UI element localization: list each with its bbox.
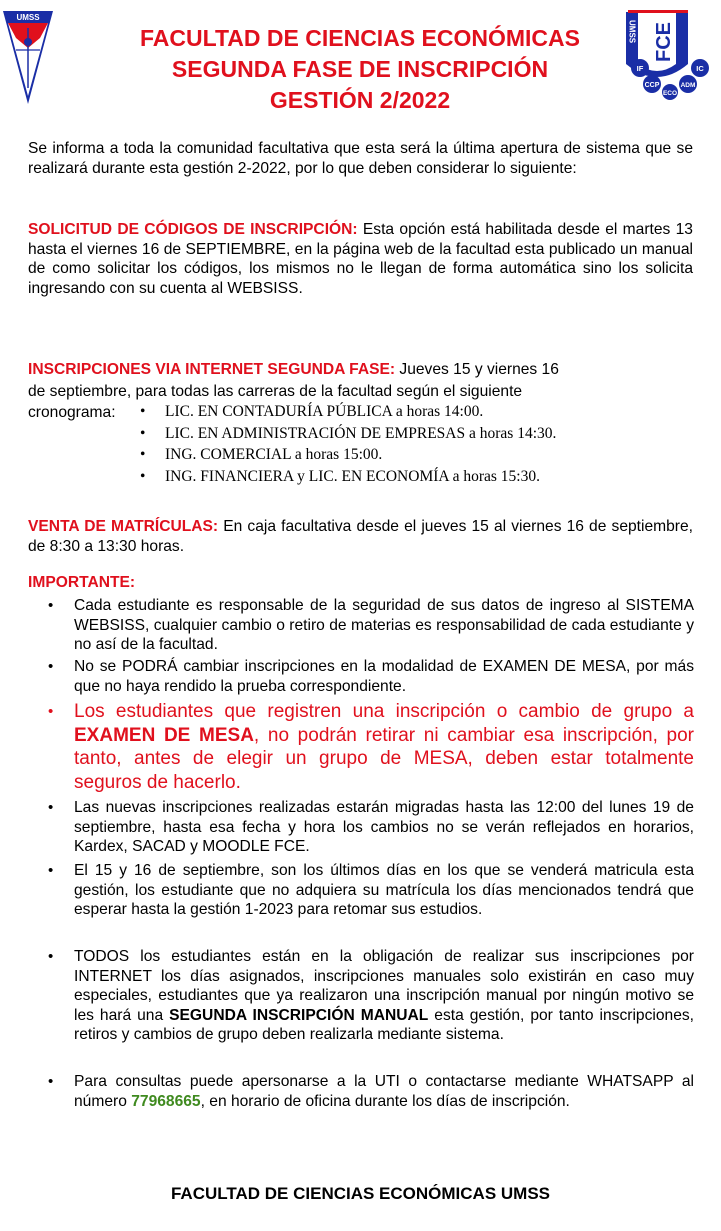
codigos-section <box>28 220 693 298</box>
venta-section <box>28 517 693 556</box>
venta-text: En caja facultativa desde el jueves 15 al viernes 16 de septiembre, de 8:30 a 13:30 horas. <box>28 518 693 555</box>
venta-heading: VENTA DE MATRÍCULAS: <box>28 518 219 535</box>
intro-paragraph: Se informa a toda la comunidad facultativa que esta será la última apertura de sistema que se realizará durante esta gestión 2-2022, por lo que deben considerar lo siguiente: <box>28 140 693 177</box>
schedule-item: • LIC. EN CONTADURÍA PÚBLICA a horas 14:00. <box>140 403 484 420</box>
umss-logo-label: UMSS <box>16 13 40 22</box>
list-item: • Las nuevas inscripciones realizadas estarán migradas hasta las 12:00 del lunes 19 de septiembre, hasta esa fecha y hora los cambios no se verán reflejados en horarios, Kardex, SACAD y MOODLE FCE. <box>48 799 694 855</box>
schedule-item: • LIC. EN ADMINISTRACIÓN DE EMPRESAS a horas 14:30. <box>140 424 557 442</box>
fce-badge-ic: IC <box>696 64 704 73</box>
list-item: • TODOS los estudiantes están en la obligación de realizar sus inscripciones por INTERNET los días asignados, inscripciones manuales solo existirán en caso muy especiales, estudiantes que ya realizaron una inscripción manual por ningún motivo se les hará una SEGUNDA INSCRIPCIÓN MANUAL esta gestión, por tanto inscripciones, retiros y cambios de grupo deben realizarla mediante sistema. <box>48 948 694 1043</box>
schedule-item: • ING. COMERCIAL a horas 15:00. <box>140 446 383 463</box>
internet-heading: INSCRIPCIONES VIA INTERNET SEGUNDA FASE: <box>28 361 396 378</box>
title-line-1: FACULTAD DE CIENCIAS ECONÓMICAS <box>140 25 580 51</box>
fce-badge-ccp: CCP <box>644 82 660 89</box>
list-item: • No se PODRÁ cambiar inscripciones en la modalidad de EXAMEN DE MESA, por más que no haya rendido la prueba correspondiente. <box>48 658 694 695</box>
internet-line3: cronograma: <box>28 404 116 421</box>
title-line-3: GESTIÓN 2/2022 <box>269 87 451 113</box>
fce-badge-adm: ADM <box>680 82 696 89</box>
fce-badge-if: IF <box>636 64 644 73</box>
title-line-2: SEGUNDA FASE DE INSCRIPCIÓN <box>171 56 549 82</box>
importante-heading: IMPORTANTE: <box>28 574 136 591</box>
codigos-heading: SOLICITUD DE CÓDIGOS DE INSCRIPCIÓN: <box>28 221 358 238</box>
internet-line1: Jueves 15 y viernes 16 <box>395 361 559 378</box>
codigos-text: Esta opción está habilitada desde el martes 13 hasta el viernes 16 de SEPTIEMBRE, en la página web de la facultad esta publicado un manual de como solicitar los códigos, los mismos no le llegan de forma automática sino los solicita ingresando con su cuenta al WEBSISS. <box>28 221 693 297</box>
internet-line2: de septiembre, para todas las carreras de la facultad según el siguiente <box>28 382 523 400</box>
fce-logo-center-text: FCE <box>653 22 675 62</box>
list-item-warning: • Los estudiantes que registren una inscripción o cambio de grupo a EXAMEN DE MESA, no podrán retirar ni cambiar esa inscripción, por tanto, antes de elegir un grupo de MESA, deben estar totalmente seguros de hacerlo. <box>48 701 694 793</box>
whatsapp-number: 77968665 <box>131 1092 201 1110</box>
list-item: • El 15 y 16 de septiembre, son los últimos días en los que se venderá matricula esta gestión, los estudiante que no adquiera su matrícula los días mencionados tendrá que esperar hasta la gestión 1-2023 para retomar sus estudios. <box>48 862 694 918</box>
fce-badge-eco: ECO <box>662 90 678 97</box>
fce-logo-vertical-text: UMSS <box>627 20 637 44</box>
schedule-item: • ING. FINANCIERA y LIC. EN ECONOMÍA a horas 15:30. <box>140 467 540 485</box>
list-item: • Para consultas puede apersonarse a la UTI o contactarse mediante WHATSAPP al número 77968665, en horario de oficina durante los días de inscripción. <box>48 1073 694 1110</box>
umss-shield-logo <box>2 8 54 106</box>
footer-signature: FACULTAD DE CIENCIAS ECONÓMICAS UMSS <box>170 1184 551 1203</box>
schedule-list <box>140 401 556 487</box>
list-item: • Cada estudiante es responsable de la seguridad de sus datos de ingreso al SISTEMA WEBSISS, cualquier cambio o retiro de materias es responsabilidad de cada estudiante y no así de la facultad. <box>48 597 694 653</box>
